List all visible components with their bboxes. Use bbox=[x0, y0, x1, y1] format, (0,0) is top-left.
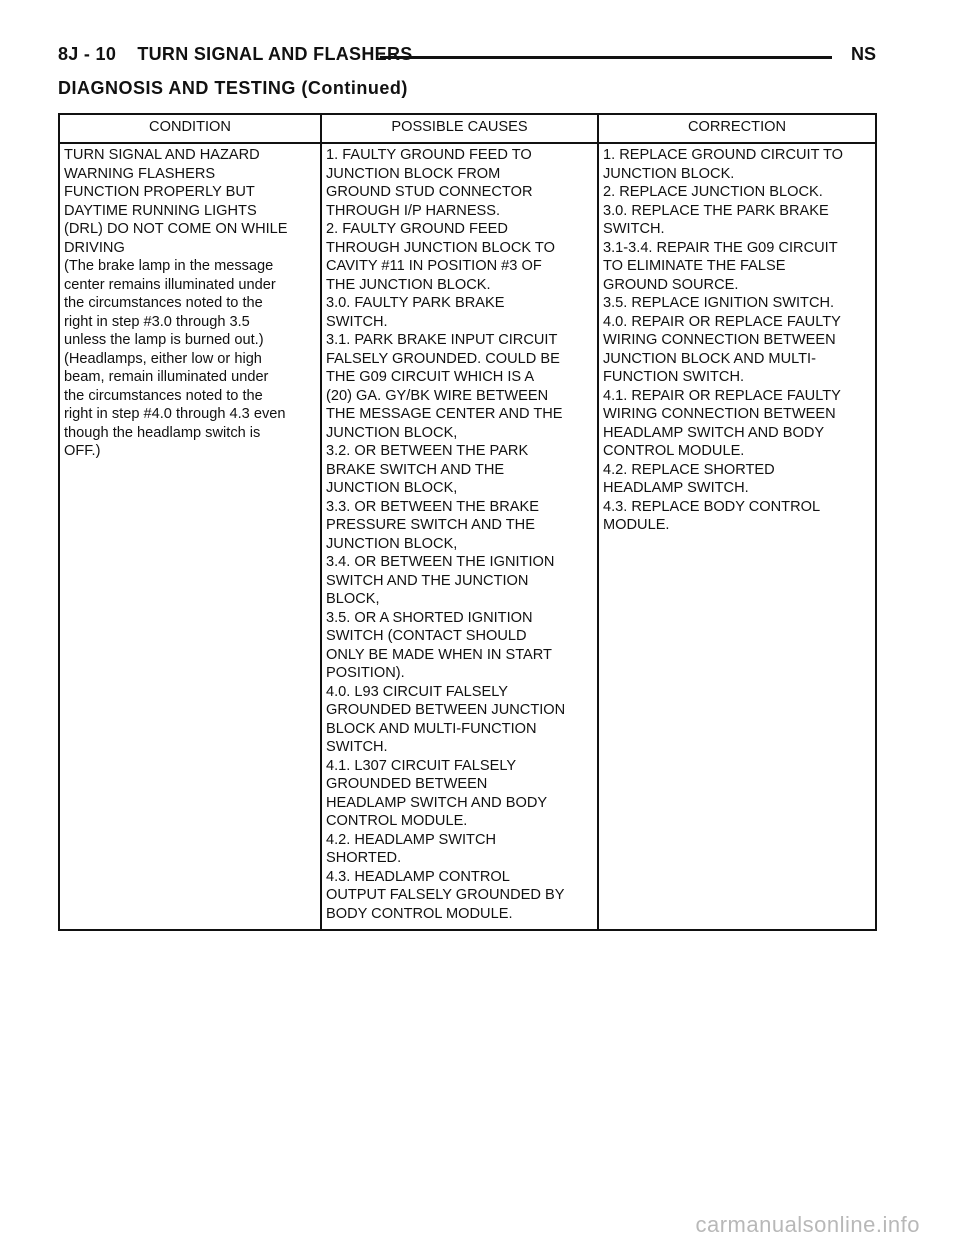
page-header-code: NS bbox=[850, 44, 876, 64]
cell-line: JUNCTION BLOCK AND MULTI- bbox=[603, 350, 816, 367]
cell-line: 4.0. REPAIR OR REPLACE FAULTY bbox=[603, 313, 841, 330]
cell-line: DRIVING bbox=[64, 239, 125, 256]
cell-line: MODULE. bbox=[603, 517, 670, 533]
watermark: carmanualsonline.info bbox=[695, 1212, 920, 1237]
cell-line: though the headlamp switch is bbox=[64, 424, 261, 441]
cell-line: GROUNDED BETWEEN bbox=[326, 776, 488, 792]
cell-line: 1. FAULTY GROUND FEED TO bbox=[326, 147, 532, 163]
cell-line: JUNCTION BLOCK, bbox=[326, 424, 458, 441]
cell-line: beam, remain illuminated under bbox=[64, 369, 269, 385]
cell-line: FUNCTION SWITCH. bbox=[603, 369, 745, 385]
cell-line: ONLY BE MADE WHEN IN START bbox=[326, 646, 552, 663]
cell-line: OUTPUT FALSELY GROUNDED BY bbox=[326, 887, 565, 903]
cell-line: THROUGH JUNCTION BLOCK TO bbox=[326, 239, 555, 256]
cell-line: 4.3. HEADLAMP CONTROL bbox=[326, 868, 510, 885]
cell-line: JUNCTION BLOCK FROM bbox=[326, 165, 501, 182]
cell-line: FALSELY GROUNDED. COULD BE bbox=[326, 350, 560, 367]
cell-line: WIRING CONNECTION BETWEEN bbox=[603, 406, 836, 422]
cell-line: (20) GA. GY/BK WIRE BETWEEN bbox=[326, 387, 549, 404]
cell-line: JUNCTION BLOCK, bbox=[326, 480, 458, 496]
cell-line: SWITCH. bbox=[603, 221, 665, 237]
cell-line: 4.3. REPLACE BODY CONTROL bbox=[603, 498, 821, 515]
page-header bbox=[58, 44, 876, 70]
cell-line: THE G09 CIRCUIT WHICH IS A bbox=[326, 369, 535, 385]
cell-line: JUNCTION BLOCK. bbox=[603, 165, 735, 182]
cell-line: 3.1. PARK BRAKE INPUT CIRCUIT bbox=[326, 332, 558, 348]
cell-line: OFF.) bbox=[64, 443, 101, 459]
cell-line: 4.1. L307 CIRCUIT FALSELY bbox=[326, 757, 517, 774]
cell-line: unless the lamp is burned out.) bbox=[64, 332, 264, 348]
cell-line: 2. REPLACE JUNCTION BLOCK. bbox=[603, 184, 823, 200]
cell-line: 4.2. HEADLAMP SWITCH bbox=[326, 831, 497, 848]
possible-causes-cell bbox=[321, 143, 598, 930]
cell-line: 3.5. REPLACE IGNITION SWITCH. bbox=[603, 295, 835, 311]
cell-line: 3.0. FAULTY PARK BRAKE bbox=[326, 295, 505, 311]
cell-line: JUNCTION BLOCK, bbox=[326, 535, 458, 552]
cell-line: THE JUNCTION BLOCK. bbox=[326, 276, 491, 293]
cell-line: THROUGH I/P HARNESS. bbox=[326, 202, 501, 219]
cell-line: HEADLAMP SWITCH AND BODY bbox=[326, 794, 548, 811]
cell-line: center remains illuminated under bbox=[64, 276, 276, 293]
correction-cell bbox=[598, 143, 876, 930]
column-header-condition: CONDITION bbox=[59, 114, 321, 143]
cell-line: (Headlamps, either low or high bbox=[64, 350, 262, 367]
cell-line: SWITCH. bbox=[326, 313, 388, 330]
cell-line: TURN SIGNAL AND HAZARD bbox=[64, 147, 260, 163]
cell-line: CONTROL MODULE. bbox=[603, 443, 745, 459]
table-row bbox=[59, 143, 876, 930]
cell-line: 4.1. REPAIR OR REPLACE FAULTY bbox=[603, 387, 841, 404]
cell-line: right in step #3.0 through 3.5 bbox=[64, 313, 250, 330]
cell-line: BLOCK AND MULTI-FUNCTION bbox=[326, 720, 537, 737]
cell-line: (The brake lamp in the message bbox=[64, 258, 274, 274]
column-header-correction: CORRECTION bbox=[598, 114, 876, 143]
cell-line: 4.2. REPLACE SHORTED bbox=[603, 461, 775, 478]
diagnosis-table bbox=[58, 113, 877, 931]
cell-line: BODY CONTROL MODULE. bbox=[326, 905, 513, 922]
cell-line: HEADLAMP SWITCH. bbox=[603, 480, 749, 496]
cell-line: BRAKE SWITCH AND THE bbox=[326, 461, 505, 478]
cell-line: SWITCH (CONTACT SHOULD bbox=[326, 628, 527, 644]
cell-line: BLOCK, bbox=[326, 591, 380, 607]
cell-line: WIRING CONNECTION BETWEEN bbox=[603, 332, 836, 348]
cell-line: 3.1-3.4. REPAIR THE G09 CIRCUIT bbox=[603, 239, 838, 256]
cell-line: CONTROL MODULE. bbox=[326, 813, 468, 829]
cell-line: WARNING FLASHERS bbox=[64, 165, 216, 182]
cell-line: HEADLAMP SWITCH AND BODY bbox=[603, 424, 825, 441]
header-rule bbox=[380, 56, 832, 59]
cell-line: CAVITY #11 IN POSITION #3 OF bbox=[326, 258, 542, 274]
cell-line: 3.2. OR BETWEEN THE PARK bbox=[326, 443, 529, 459]
cell-line: THE MESSAGE CENTER AND THE bbox=[326, 406, 563, 422]
cell-line: the circumstances noted to the bbox=[64, 387, 263, 404]
cell-line: 2. FAULTY GROUND FEED bbox=[326, 221, 508, 237]
table-header-row bbox=[59, 114, 876, 143]
cell-line: GROUNDED BETWEEN JUNCTION bbox=[326, 702, 566, 718]
cell-line: GROUND STUD CONNECTOR bbox=[326, 184, 533, 200]
cell-line: right in step #4.0 through 4.3 even bbox=[64, 406, 286, 422]
cell-line: the circumstances noted to the bbox=[64, 295, 263, 311]
cell-line: 3.0. REPLACE THE PARK BRAKE bbox=[603, 202, 829, 219]
cell-line: 4.0. L93 CIRCUIT FALSELY bbox=[326, 683, 508, 700]
cell-line: 3.5. OR A SHORTED IGNITION bbox=[326, 609, 533, 626]
cell-line: (DRL) DO NOT COME ON WHILE bbox=[64, 221, 288, 237]
cell-line: SHORTED. bbox=[326, 850, 402, 866]
cell-line: GROUND SOURCE. bbox=[603, 276, 739, 293]
section-title: DIAGNOSIS AND TESTING (Continued) bbox=[58, 78, 408, 98]
cell-line: 3.3. OR BETWEEN THE BRAKE bbox=[326, 498, 540, 515]
cell-line: 3.4. OR BETWEEN THE IGNITION bbox=[326, 554, 555, 570]
cell-line: PRESSURE SWITCH AND THE bbox=[326, 517, 535, 533]
condition-cell bbox=[59, 143, 321, 930]
cell-line: 1. REPLACE GROUND CIRCUIT TO bbox=[603, 147, 844, 163]
cell-line: SWITCH. bbox=[326, 739, 388, 755]
cell-line: SWITCH AND THE JUNCTION bbox=[326, 572, 529, 589]
column-header-possible-causes: POSSIBLE CAUSES bbox=[321, 114, 598, 143]
cell-line: TO ELIMINATE THE FALSE bbox=[603, 258, 786, 274]
cell-line: POSITION). bbox=[326, 665, 405, 681]
cell-line: DAYTIME RUNNING LIGHTS bbox=[64, 202, 257, 219]
page-header-title: 8J - 10 TURN SIGNAL AND FLASHERS bbox=[58, 44, 413, 64]
cell-line: FUNCTION PROPERLY BUT bbox=[64, 184, 255, 200]
